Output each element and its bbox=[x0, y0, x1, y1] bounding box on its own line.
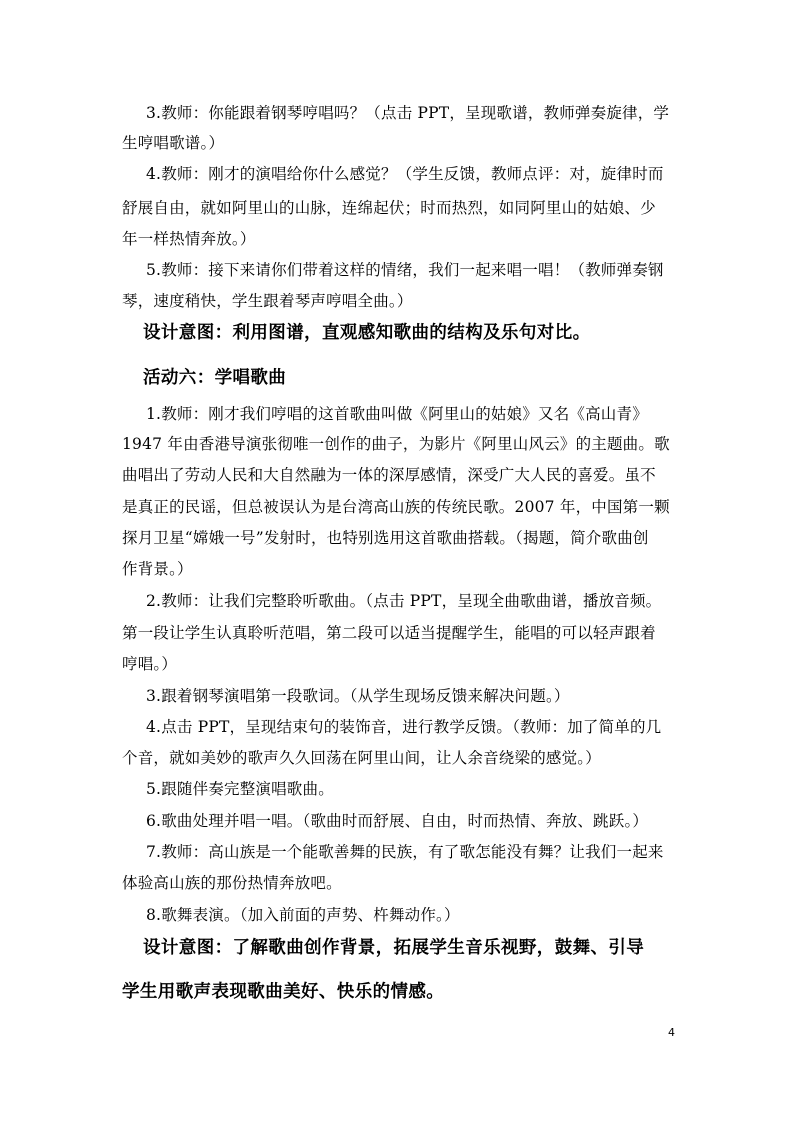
text-line: 4.教师：刚才的演唱给你什么感觉？（学生反馈，教师点评：对，旋律时而 bbox=[146, 165, 664, 183]
text-line: 6.歌曲处理并唱一唱。（歌曲时而舒展、自由，时而热情、奔放、跳跃。） bbox=[146, 812, 649, 830]
text-line: 生哼唱歌谱。） bbox=[122, 134, 225, 152]
text-line: 体验高山族的那份热情奔放吧。 bbox=[122, 874, 342, 892]
page-number: 4 bbox=[668, 1026, 675, 1039]
text-line: 第一段让学生认真聆听范唱，第二段可以适当提醒学生，能唱的可以轻声跟着 bbox=[122, 624, 656, 642]
design-intent-continuation: 学生用歌声表现歌曲美好、快乐的情感。 bbox=[122, 982, 445, 1002]
design-intent-heading: 设计意图：了解歌曲创作背景，拓展学生音乐视野，鼓舞、引导 bbox=[143, 938, 645, 958]
text-line: 1.教师：刚才我们哼唱的这首歌曲叫做《阿里山的姑娘》又名《高山青》 bbox=[146, 405, 648, 423]
text-line: 3.教师：你能跟着钢琴哼唱吗？（点击 PPT，呈现歌谱，教师弹奏旋律，学 bbox=[146, 104, 670, 122]
text-line: 8.歌舞表演。（加入前面的声势、杵舞动作。） bbox=[146, 906, 460, 924]
design-intent-heading: 设计意图：利用图谱，直观感知歌曲的结构及乐句对比。 bbox=[143, 323, 591, 343]
text-line: 探月卫星“嫦娥一号”发射时，也特别选用这首歌曲搭载。（揭题，简介歌曲创 bbox=[122, 529, 649, 547]
text-line: 3.跟着钢琴演唱第一段歌词。（从学生现场反馈来解决问题。） bbox=[146, 687, 570, 705]
text-line: 4.点击 PPT，呈现结束句的装饰音，进行教学反馈。（教师：加了简单的几 bbox=[146, 718, 662, 736]
text-line: 1947 年由香港导演张彻唯一创作的曲子，为影片《阿里山风云》的主题曲。歌 bbox=[122, 435, 670, 453]
text-line: 5.教师：接下来请你们带着这样的情绪，我们一起来唱一唱！（教师弹奏钢 bbox=[146, 261, 664, 279]
text-line: 作背景。） bbox=[122, 560, 193, 578]
text-line: 哼唱。） bbox=[122, 655, 178, 673]
section-heading: 活动六：学唱歌曲 bbox=[143, 368, 287, 388]
text-line: 琴，速度稍快，学生跟着琴声哼唱全曲。） bbox=[122, 292, 413, 310]
text-line: 舒展自由，就如阿里山的山脉，连绵起伏；时而热烈，如同阿里山的姑娘、少 bbox=[122, 199, 656, 217]
text-line: 5.跟随伴奏完整演唱歌曲。 bbox=[146, 780, 334, 798]
text-line: 7.教师：高山族是一个能歌善舞的民族，有了歌怎能没有舞？让我们一起来 bbox=[146, 843, 664, 861]
text-line: 2.教师：让我们完整聆听歌曲。（点击 PPT，呈现全曲歌曲谱，播放音频。 bbox=[146, 592, 662, 610]
text-line: 年一样热情奔放。） bbox=[122, 230, 256, 248]
text-line: 曲唱出了劳动人民和大自然融为一体的深厚感情，深受广大人民的喜爱。虽不 bbox=[122, 466, 656, 484]
text-line: 个音，就如美妙的歌声久久回荡在阿里山间，让人余音绕梁的感觉。） bbox=[122, 749, 601, 767]
text-line: 是真正的民谣，但总被误认为是台湾高山族的传统民歌。2007 年，中国第一颗 bbox=[122, 498, 670, 516]
